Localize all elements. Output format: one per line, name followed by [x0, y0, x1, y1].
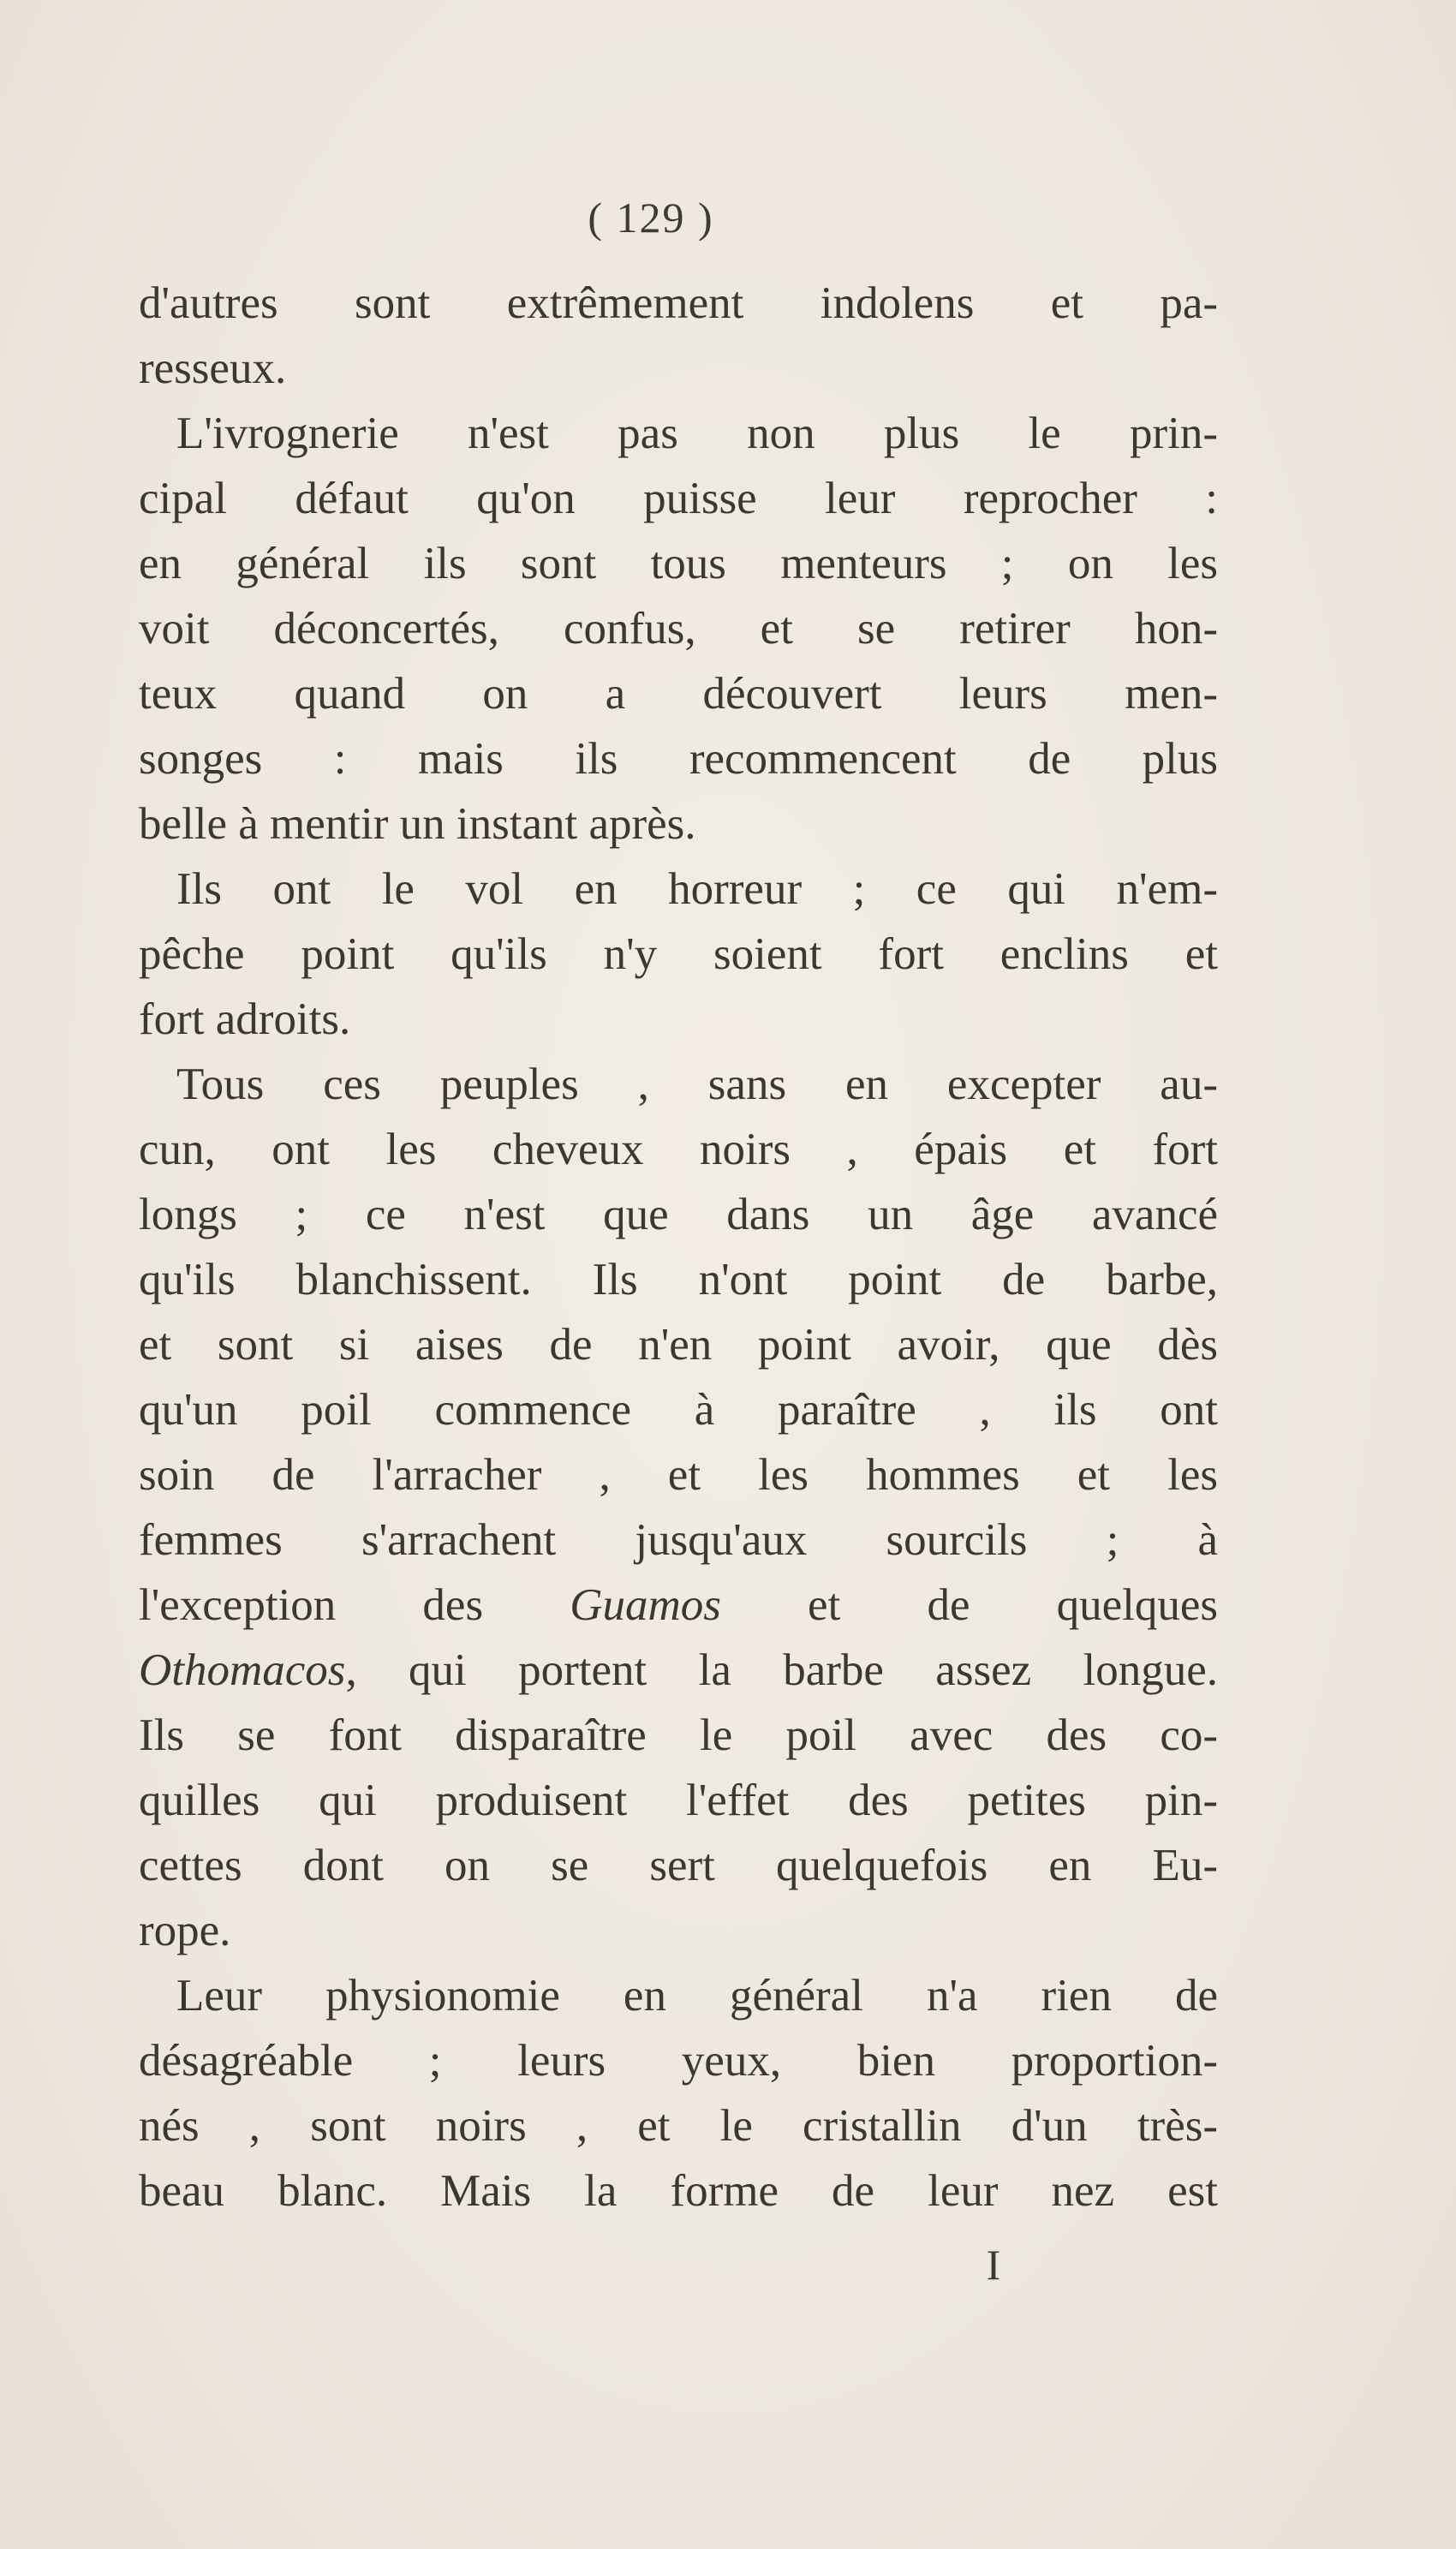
text-line: [139, 1900, 1218, 1961]
text-segment: Ils ont le vol en horreur ; ce qui n'em-: [176, 864, 1218, 914]
text-line: [139, 1639, 1218, 1701]
text-line: [139, 858, 1218, 920]
text-segment: cipal défaut qu'on puisse leur reprocher :: [139, 474, 1218, 523]
text-line: [139, 2095, 1218, 2157]
text-segment: teux quand on a découvert leurs men-: [139, 669, 1218, 719]
text-line: [139, 598, 1218, 660]
text-line: [139, 1509, 1218, 1571]
text-segment: beau blanc. Mais la forme de leur nez est: [139, 2166, 1218, 2216]
text-segment: longs ; ce n'est que dans un âge avancé: [139, 1190, 1218, 1239]
italic-name-guamos: Guamos: [570, 1580, 721, 1630]
text-segment: l'exception des: [139, 1580, 570, 1630]
text-line: [139, 1574, 1218, 1636]
text-line: [139, 1965, 1218, 2027]
text-segment: nés , sont noirs , et le cristallin d'un très-: [139, 2101, 1218, 2151]
text-line: [139, 1184, 1218, 1245]
text-segment: fort adroits.: [139, 994, 351, 1044]
text-segment: soin de l'arracher , et les hommes et les: [139, 1450, 1218, 1500]
text-segment: cun, ont les cheveux noirs , épais et fort: [139, 1125, 1218, 1174]
text-segment: en général ils sont tous menteurs ; on les: [139, 539, 1218, 588]
text-segment: d'autres sont extrêmement indolens et pa-: [139, 278, 1218, 328]
text-segment: Tous ces peuples , sans en excepter au-: [176, 1060, 1218, 1109]
text-line: [139, 2160, 1218, 2222]
text-line: [139, 793, 1218, 855]
text-segment: désagréable ; leurs yeux, bien proportion-: [139, 2036, 1218, 2086]
text-line: [139, 1119, 1218, 1180]
text-segment: cettes dont on se sert quelquefois en Eu-: [139, 1841, 1218, 1890]
signature-mark: I: [986, 2241, 1001, 2289]
text-line: [139, 1444, 1218, 1506]
text-segment: rope.: [139, 1906, 231, 1955]
text-line: [139, 1704, 1218, 1766]
text-segment: femmes s'arrachent jusqu'aux sourcils ; à: [139, 1515, 1218, 1565]
text-line: [139, 1835, 1218, 1896]
text-segment: qu'un poil commence à paraître , ils ont: [139, 1385, 1218, 1435]
text-segment: L'ivrognerie n'est pas non plus le prin-: [176, 409, 1218, 458]
text-line: [139, 1770, 1218, 1831]
italic-name-othomacos: Othomacos: [139, 1645, 346, 1695]
text-line: [139, 1314, 1218, 1376]
text-line: [139, 337, 1218, 399]
text-segment: , qui portent la barbe assez longue.: [345, 1645, 1218, 1695]
text-line: [139, 988, 1218, 1050]
text-line: [139, 1054, 1218, 1115]
text-line: [139, 468, 1218, 529]
text-line: [139, 1379, 1218, 1441]
text-segment: et de quelques: [720, 1580, 1219, 1630]
text-segment: voit déconcertés, confus, et se retirer hon-: [139, 604, 1218, 654]
text-segment: songes : mais ils recommencent de plus: [139, 734, 1218, 784]
text-line: [139, 923, 1218, 985]
text-segment: resseux.: [139, 343, 287, 393]
text-line: [139, 533, 1218, 594]
text-line: [139, 2030, 1218, 2092]
text-line: [139, 403, 1218, 464]
text-segment: et sont si aises de n'en point avoir, que dès: [139, 1320, 1218, 1370]
text-segment: quilles qui produisent l'effet des petites pin-: [139, 1776, 1218, 1825]
text-segment: qu'ils blanchissent. Ils n'ont point de barbe,: [139, 1255, 1218, 1304]
text-segment: belle à mentir un instant après.: [139, 799, 696, 849]
text-line: [139, 728, 1218, 790]
text-segment: pêche point qu'ils n'y soient fort enclins et: [139, 929, 1218, 979]
text-segment: Leur physionomie en général n'a rien de: [176, 1971, 1218, 2021]
text-line: [139, 663, 1218, 725]
page-number: ( 129 ): [588, 194, 714, 242]
text-segment: Ils se font disparaître le poil avec des co-: [139, 1710, 1218, 1760]
text-line: [139, 272, 1218, 334]
text-line: [139, 1249, 1218, 1310]
